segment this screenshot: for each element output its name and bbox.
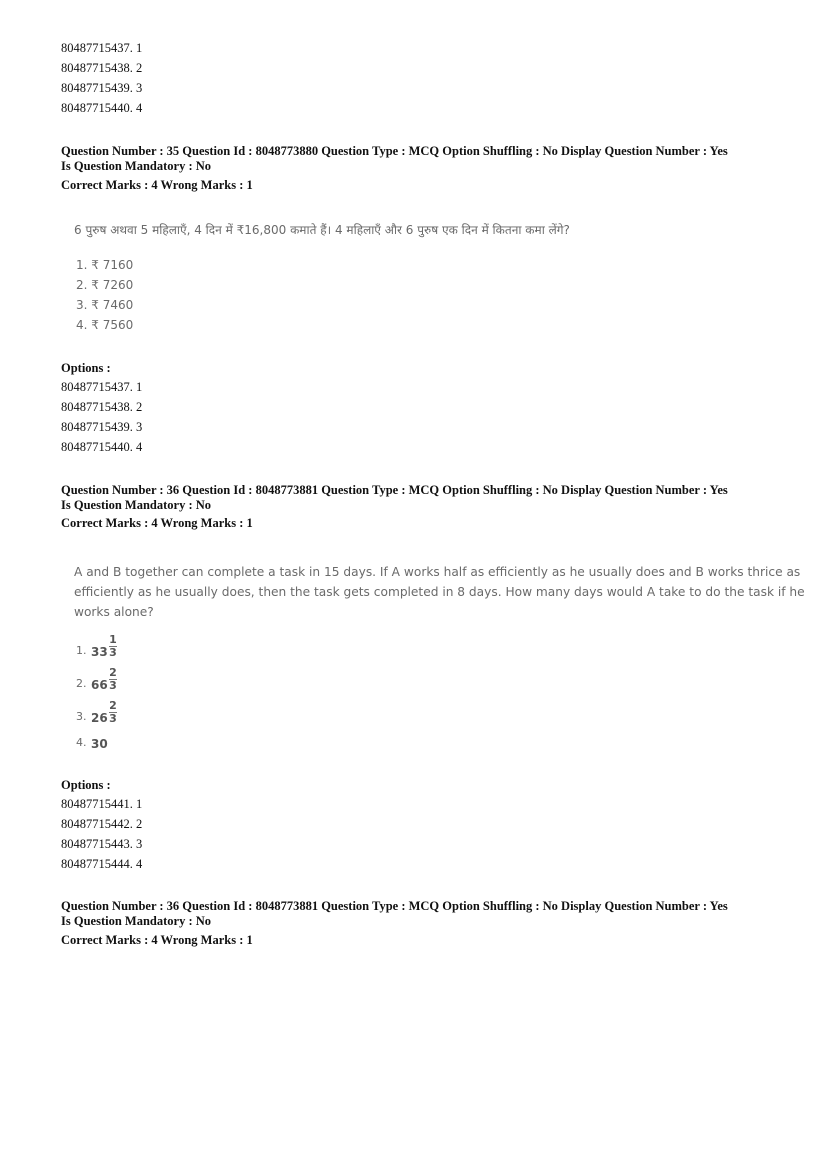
- question-marks: Correct Marks : 4 Wrong Marks : 1: [61, 178, 253, 192]
- choice-number: 4.: [76, 736, 87, 749]
- fraction: [108, 634, 118, 659]
- question-image: [74, 562, 805, 622]
- answer-choice: 4. ₹ 7560: [76, 318, 134, 332]
- option-row: 80487715441. 1: [61, 797, 143, 811]
- option-row: 80487715444. 4: [61, 857, 143, 871]
- fraction-denominator: 3: [109, 679, 117, 692]
- fraction-numerator: 2: [109, 666, 117, 679]
- option-row: 80487715438. 2: [61, 61, 143, 75]
- question-marks: Correct Marks : 4 Wrong Marks : 1: [61, 933, 253, 947]
- choice-whole: 66: [91, 678, 108, 692]
- answer-choice: 1. ₹ 7160: [76, 258, 134, 272]
- question-text-line: efficiently as he usually does, then the task gets completed in 8 days. How many days would A take to do the task if he: [74, 585, 805, 599]
- question-mandatory: Is Question Mandatory : No: [61, 498, 212, 512]
- option-row: 80487715437. 1: [61, 41, 143, 55]
- options-label: Options :: [61, 361, 111, 375]
- choice-whole: 33: [91, 645, 108, 659]
- fraction: [108, 700, 118, 725]
- option-row: 80487715442. 2: [61, 817, 143, 831]
- question-text: 6 पुरुष अथवा 5 महिलाएँ, 4 दिन में ₹16,800 कमाते हैं। 4 महिलाएँ और 6 पुरुष एक दिन में कितना कमा लेंगे?: [74, 223, 570, 237]
- option-row: 80487715443. 3: [61, 837, 143, 851]
- answer-choice: 2. ₹ 7260: [76, 278, 134, 292]
- fraction: [108, 667, 118, 692]
- question-text-line: A and B together can complete a task in 15 days. If A works half as efficiently as he usually does and B works thrice as: [74, 565, 801, 579]
- answer-choice: 3. ₹ 7460: [76, 298, 134, 312]
- question-header: Question Number : 35 Question Id : 8048773880 Question Type : MCQ Option Shuffling : No Display Question Number : Yes: [61, 144, 728, 158]
- fraction-denominator: 3: [109, 712, 117, 725]
- choice-number: 3.: [76, 710, 87, 723]
- question-header: Question Number : 36 Question Id : 8048773881 Question Type : MCQ Option Shuffling : No Display Question Number : Yes: [61, 483, 728, 497]
- question-image: [74, 220, 774, 240]
- choice-number: 2.: [76, 677, 87, 690]
- question-marks: Correct Marks : 4 Wrong Marks : 1: [61, 516, 253, 530]
- question-mandatory: Is Question Mandatory : No: [61, 914, 212, 928]
- fraction-denominator: 3: [109, 646, 117, 659]
- choice-whole: 26: [91, 711, 108, 725]
- fraction-numerator: 2: [109, 699, 117, 712]
- question-header: Question Number : 36 Question Id : 8048773881 Question Type : MCQ Option Shuffling : No Display Question Number : Yes: [61, 899, 728, 913]
- option-row: 80487715440. 4: [61, 440, 143, 454]
- fraction-numerator: 1: [109, 633, 117, 646]
- option-row: 80487715439. 3: [61, 81, 143, 95]
- choice-whole: 30: [91, 737, 108, 751]
- options-label: Options :: [61, 778, 111, 792]
- option-row: 80487715439. 3: [61, 420, 143, 434]
- choice-number: 1.: [76, 644, 87, 657]
- option-row: 80487715437. 1: [61, 380, 143, 394]
- question-mandatory: Is Question Mandatory : No: [61, 159, 212, 173]
- option-row: 80487715440. 4: [61, 101, 143, 115]
- question-text-line: works alone?: [74, 605, 154, 619]
- option-row: 80487715438. 2: [61, 400, 143, 414]
